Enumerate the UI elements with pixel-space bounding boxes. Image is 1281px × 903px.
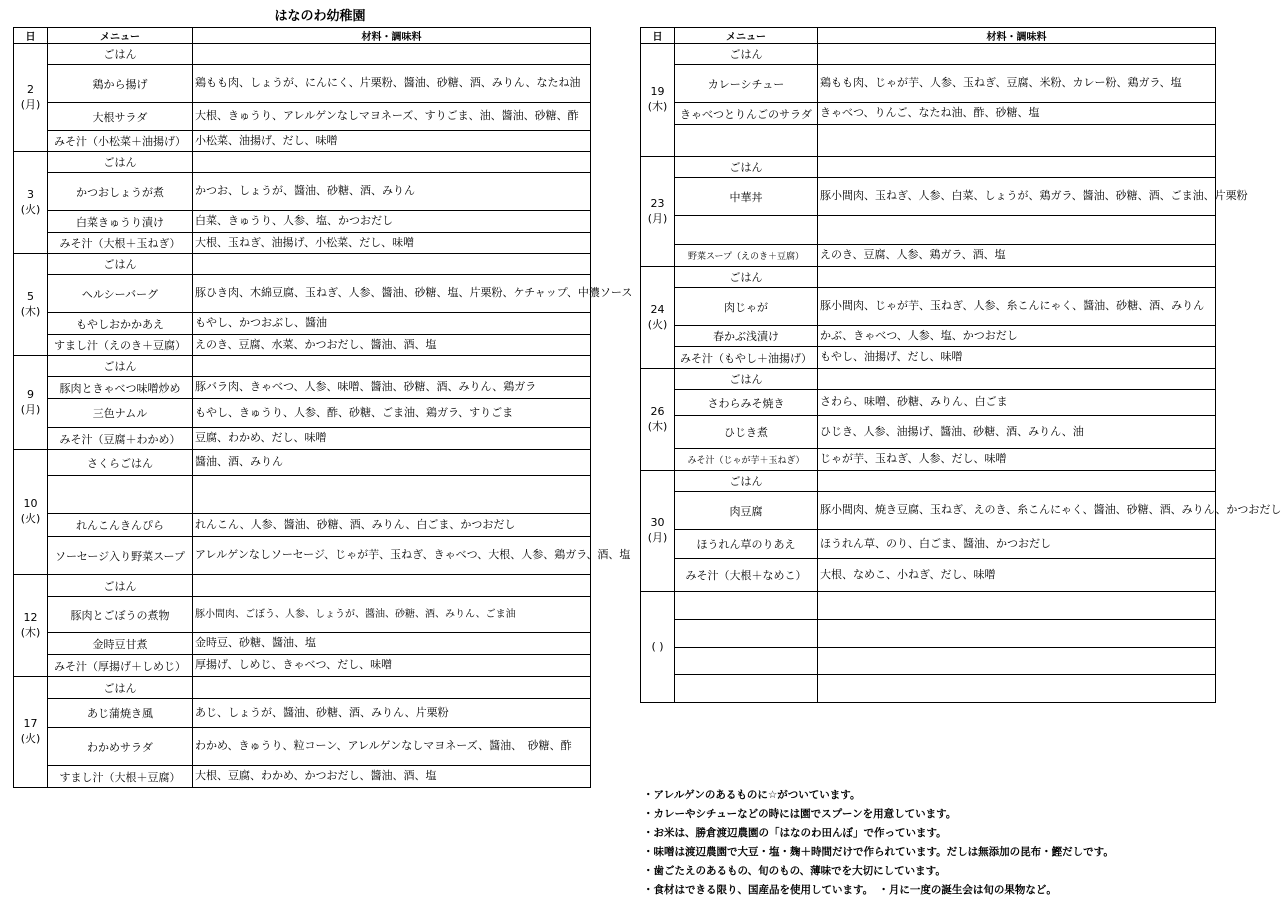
table-row (641, 267, 1216, 288)
table-row (14, 103, 591, 131)
dish-name: ごはん (48, 677, 193, 699)
dish-name: みそ汁（小松菜＋油揚げ） (48, 131, 193, 152)
ingredients (193, 44, 591, 65)
table-row (641, 245, 1216, 267)
dish-name (675, 125, 818, 157)
day-number: 30 (650, 516, 665, 530)
day-number: 2 (27, 82, 34, 96)
table-row (641, 347, 1216, 369)
day-of-week: (月) (20, 97, 41, 111)
table-row (14, 597, 591, 633)
dish-name: きゃべつとりんごのサラダ (675, 103, 818, 125)
dish-name (48, 476, 193, 514)
table-row (14, 476, 591, 514)
menu-table-right (640, 27, 1281, 703)
day-cell (641, 592, 675, 703)
table-row (641, 44, 1216, 65)
day-of-week: (火) (20, 512, 41, 525)
day-of-week: (木) (20, 625, 41, 639)
ingredients (193, 254, 591, 275)
ingredients: かぶ、きゃべつ、人参、塩、かつおだし (818, 326, 1216, 347)
day-of-week: (火) (647, 317, 668, 331)
day-number: 10 (23, 497, 38, 511)
dish-name: ヘルシーバーグ (48, 275, 193, 313)
table-row (14, 313, 591, 335)
dish-name: ごはん (48, 152, 193, 173)
table-row (641, 288, 1216, 326)
dish-name: カレーシチュー (675, 65, 818, 103)
ingredients (818, 216, 1216, 245)
ingredients: もやし、きゅうり、人参、酢、砂糖、ごま油、鶏ガラ、すりごま (193, 399, 591, 428)
dish-name (675, 592, 818, 620)
table-row (14, 65, 591, 103)
day-cell (641, 44, 675, 157)
ingredients (193, 356, 591, 377)
day-of-week: (月) (647, 211, 668, 225)
table-row (14, 728, 591, 766)
dish-name: 肉じゃが (675, 288, 818, 326)
dish-name: 大根サラダ (48, 103, 193, 131)
dish-name: ごはん (48, 356, 193, 377)
day-of-week: ( ) (651, 639, 664, 653)
ingredients: 大根、なめこ、小ねぎ、だし、味噌 (818, 559, 1216, 592)
dish-name: れんこんきんぴら (48, 514, 193, 537)
ingredients: 大根、玉ねぎ、油揚げ、小松菜、だし、味噌 (193, 233, 591, 254)
table-row (641, 369, 1216, 390)
table-row (14, 131, 591, 152)
dish-name: ごはん (48, 254, 193, 275)
table-row (641, 178, 1216, 216)
day-number: 19 (650, 85, 665, 99)
ingredients (818, 648, 1216, 675)
ingredients: あじ、しょうが、醬油、砂糖、酒、みりん、片栗粉 (193, 699, 591, 728)
ingredients (818, 620, 1216, 648)
table-row (14, 450, 591, 476)
dish-name: ごはん (675, 267, 818, 288)
dish-name: すまし汁（えのき＋豆腐） (48, 335, 193, 356)
table-row (641, 416, 1216, 449)
dish-name: ほうれん草のりあえ (675, 530, 818, 559)
table-row (14, 335, 591, 356)
table-row (14, 254, 591, 275)
dish-name: ごはん (675, 471, 818, 492)
table-row (14, 766, 591, 788)
dish-name: もやしおかかあえ (48, 313, 193, 335)
note-spoon: ・カレーやシチューなどの時には園でスプーンを用意しています。 (643, 808, 957, 820)
day-cell (641, 369, 675, 471)
day-number: 26 (650, 404, 665, 418)
ingredients: じゃが芋、玉ねぎ、人参、だし、味噌 (818, 449, 1216, 471)
ingredients: 豆腐、わかめ、だし、味噌 (193, 428, 591, 450)
day-of-week: (火) (20, 202, 41, 216)
ingredients: 豚小間肉、焼き豆腐、玉ねぎ、えのき、糸こんにゃく、醬油、砂糖、酒、みりん、かつおだし (818, 492, 1216, 530)
note-domestic: ・食材はできる限り、国産品を使用しています。 ・月に一度の誕生会は旬の果物など。 (643, 884, 1057, 896)
ingredients (818, 125, 1216, 157)
note-texture: ・歯ごたえのあるもの、旬のもの、薄味でを大切にしています。 (643, 865, 946, 877)
dish-name: みそ汁（もやし＋油揚げ） (675, 347, 818, 369)
dish-name (675, 648, 818, 675)
dish-name: みそ汁（大根＋玉ねぎ） (48, 233, 193, 254)
table-row (641, 559, 1216, 592)
dish-name: 肉豆腐 (675, 492, 818, 530)
table-row (641, 390, 1216, 416)
table-row (641, 216, 1216, 245)
ingredients: 小松菜、油揚げ、だし、味噌 (193, 131, 591, 152)
day-of-week: (火) (20, 732, 41, 745)
dish-name: 野菜スープ（えのき＋豆腐） (675, 245, 818, 267)
dish-name: 中華丼 (675, 178, 818, 216)
day-of-week: (月) (647, 531, 668, 544)
table-row (14, 377, 591, 399)
ingredients: 醬油、酒、みりん (193, 450, 591, 476)
dish-name: 鶏から揚げ (48, 65, 193, 103)
dish-name: すまし汁（大根＋豆腐） (48, 766, 193, 788)
ingredients: 大根、豆腐、わかめ、かつおだし、醬油、酒、塩 (193, 766, 591, 788)
table-row (14, 211, 591, 233)
ingredients: アレルゲンなしソーセージ、じゃが芋、玉ねぎ、きゃべつ、大根、人参、鶏ガラ、酒、塩 (193, 537, 591, 575)
dish-name: あじ蒲焼き風 (48, 699, 193, 728)
ingredients: 大根、きゅうり、アレルゲンなしマヨネーズ、すりごま、油、醬油、砂糖、酢 (193, 103, 591, 131)
day-number: 9 (27, 387, 34, 401)
table-row (14, 633, 591, 655)
table-row (641, 620, 1216, 648)
table-row (14, 514, 591, 537)
ingredients: もやし、かつおぶし、醬油 (193, 313, 591, 335)
header-materials: 材料・調味料 (818, 28, 1216, 44)
day-cell (14, 356, 48, 450)
ingredients: 鶏もも肉、しょうが、にんにく、片栗粉、醬油、砂糖、酒、みりん、なたね油 (193, 65, 591, 103)
table-row (14, 275, 591, 313)
dish-name (675, 216, 818, 245)
table-row (14, 699, 591, 728)
table-row (641, 648, 1216, 675)
table-row (641, 125, 1216, 157)
dish-name: ごはん (675, 157, 818, 178)
header-menu: メニュー (675, 28, 818, 44)
day-cell (14, 677, 48, 788)
dish-name: ごはん (48, 44, 193, 65)
day-cell (641, 157, 675, 267)
ingredients: 豚バラ肉、きゃべつ、人参、味噌、醬油、砂糖、酒、みりん、鶏ガラ (193, 377, 591, 399)
dish-name: ごはん (48, 575, 193, 597)
table-row (14, 677, 591, 699)
dish-name: みそ汁（じゃが芋＋玉ねぎ） (675, 449, 818, 471)
ingredients (818, 592, 1216, 620)
ingredients: えのき、豆腐、人参、鶏ガラ、酒、塩 (818, 245, 1216, 267)
table-row (14, 173, 591, 211)
day-number: 24 (650, 302, 665, 316)
table-row (641, 592, 1216, 620)
table-row (641, 449, 1216, 471)
day-cell (14, 450, 48, 575)
ingredients (818, 267, 1216, 288)
dish-name: ごはん (675, 44, 818, 65)
dish-name: ごはん (675, 369, 818, 390)
header-row (641, 28, 1216, 44)
table-row (14, 356, 591, 377)
dish-name (675, 675, 818, 703)
dish-name: 春かぶ浅漬け (675, 326, 818, 347)
dish-name: さくらごはん (48, 450, 193, 476)
table-row (14, 537, 591, 575)
header-row (14, 28, 591, 44)
table-row (641, 103, 1216, 125)
ingredients: もやし、油揚げ、だし、味噌 (818, 347, 1216, 369)
ingredients (818, 369, 1216, 390)
ingredients: かつお、しょうが、醬油、砂糖、酒、みりん (193, 173, 591, 211)
table-row (641, 157, 1216, 178)
dish-name: ひじき煮 (675, 416, 818, 449)
ingredients: さわら、味噌、砂糖、みりん、白ごま (818, 390, 1216, 416)
dish-name: さわらみそ焼き (675, 390, 818, 416)
day-cell (641, 267, 675, 369)
day-number: 12 (23, 610, 38, 624)
day-of-week: (木) (20, 304, 41, 318)
day-number: 3 (27, 187, 34, 201)
ingredients: 白菜、きゅうり、人参、塩、かつおだし (193, 211, 591, 233)
day-number: 23 (650, 196, 665, 210)
note-miso: ・味噌は渡辺農園で大豆・塩・麹＋時間だけで作られています。だしは無添加の昆布・鰹だしです。 (643, 846, 1114, 858)
note-rice: ・お米は、勝倉渡辺農園の「はなのわ田んぼ」で作っています。 (643, 827, 947, 839)
notes-section (643, 786, 1228, 900)
table-row (14, 152, 591, 173)
dish-name: 金時豆甘煮 (48, 633, 193, 655)
ingredients: 金時豆、砂糖、醬油、塩 (193, 633, 591, 655)
table-row (14, 655, 591, 677)
dish-name: かつおしょうが煮 (48, 173, 193, 211)
header-day: 日 (641, 28, 675, 44)
day-cell (641, 471, 675, 592)
ingredients: 豚ひき肉、木綿豆腐、玉ねぎ、人参、醬油、砂糖、塩、片栗粉、ケチャップ、中濃ソース (193, 275, 591, 313)
day-of-week: (月) (20, 402, 41, 416)
table-row (14, 575, 591, 597)
header-day: 日 (14, 28, 48, 44)
dish-name: 三色ナムル (48, 399, 193, 428)
ingredients (193, 575, 591, 597)
table-row (641, 471, 1216, 492)
note-allergen: ・アレルゲンのあるものに☆がついています。 (643, 789, 861, 801)
day-cell (14, 254, 48, 356)
ingredients: わかめ、きゅうり、粒コーン、アレルゲンなしマヨネーズ、醬油、 砂糖、酢 (193, 728, 591, 766)
dish-name: 白菜きゅうり漬け (48, 211, 193, 233)
ingredients: 豚小間肉、じゃが芋、玉ねぎ、人参、糸こんにゃく、醬油、砂糖、酒、みりん (818, 288, 1216, 326)
ingredients (818, 44, 1216, 65)
day-cell (14, 575, 48, 677)
ingredients: ほうれん草、のり、白ごま、醬油、かつおだし (818, 530, 1216, 559)
dish-name: みそ汁（豆腐＋わかめ） (48, 428, 193, 450)
dish-name: ソーセージ入り野菜スープ (48, 537, 193, 575)
dish-name: 豚肉とごぼうの煮物 (48, 597, 193, 633)
day-number: 17 (23, 717, 38, 731)
ingredients (193, 677, 591, 699)
day-of-week: (木) (647, 419, 668, 433)
header-materials: 材料・調味料 (193, 28, 591, 44)
ingredients: 厚揚げ、しめじ、きゃべつ、だし、味噌 (193, 655, 591, 677)
day-number: 5 (27, 289, 34, 303)
menu-table-left (13, 27, 633, 788)
table-row (641, 65, 1216, 103)
ingredients (818, 157, 1216, 178)
ingredients (193, 152, 591, 173)
table-row (14, 399, 591, 428)
dish-name: わかめサラダ (48, 728, 193, 766)
ingredients (818, 471, 1216, 492)
day-of-week: (木) (647, 100, 668, 113)
ingredients: 豚小間肉、玉ねぎ、人参、白菜、しょうが、鶏ガラ、醬油、砂糖、酒、ごま油、片栗粉 (818, 178, 1216, 216)
ingredients: 鶏もも肉、じゃが芋、人参、玉ねぎ、豆腐、米粉、カレー粉、鶏ガラ、塩 (818, 65, 1216, 103)
table-row (14, 233, 591, 254)
table-row (641, 675, 1216, 703)
ingredients (818, 675, 1216, 703)
ingredients: きゃべつ、りんご、なたね油、酢、砂糖、塩 (818, 103, 1216, 125)
day-cell (14, 152, 48, 254)
table-row (641, 326, 1216, 347)
dish-name (675, 620, 818, 648)
ingredients: 豚小間肉、ごぼう、人参、しょうが、醬油、砂糖、酒、みりん、ごま油 (193, 597, 591, 633)
header-menu: メニュー (48, 28, 193, 44)
table-row (641, 530, 1216, 559)
table-row (641, 492, 1216, 530)
dish-name: みそ汁（大根＋なめこ） (675, 559, 818, 592)
page-title: はなのわ幼稚園 (274, 9, 366, 24)
table-row (14, 428, 591, 450)
ingredients (193, 476, 591, 514)
day-cell (14, 44, 48, 152)
table-row (14, 44, 591, 65)
dish-name: 豚肉ときゃべつ味噌炒め (48, 377, 193, 399)
ingredients: えのき、豆腐、水菜、かつおだし、醬油、酒、塩 (193, 335, 591, 356)
ingredients: れんこん、人参、醬油、砂糖、酒、みりん、白ごま、かつおだし (193, 514, 591, 537)
ingredients: ひじき、人参、油揚げ、醬油、砂糖、酒、みりん、油 (818, 416, 1216, 449)
dish-name: みそ汁（厚揚げ＋しめじ） (48, 655, 193, 677)
